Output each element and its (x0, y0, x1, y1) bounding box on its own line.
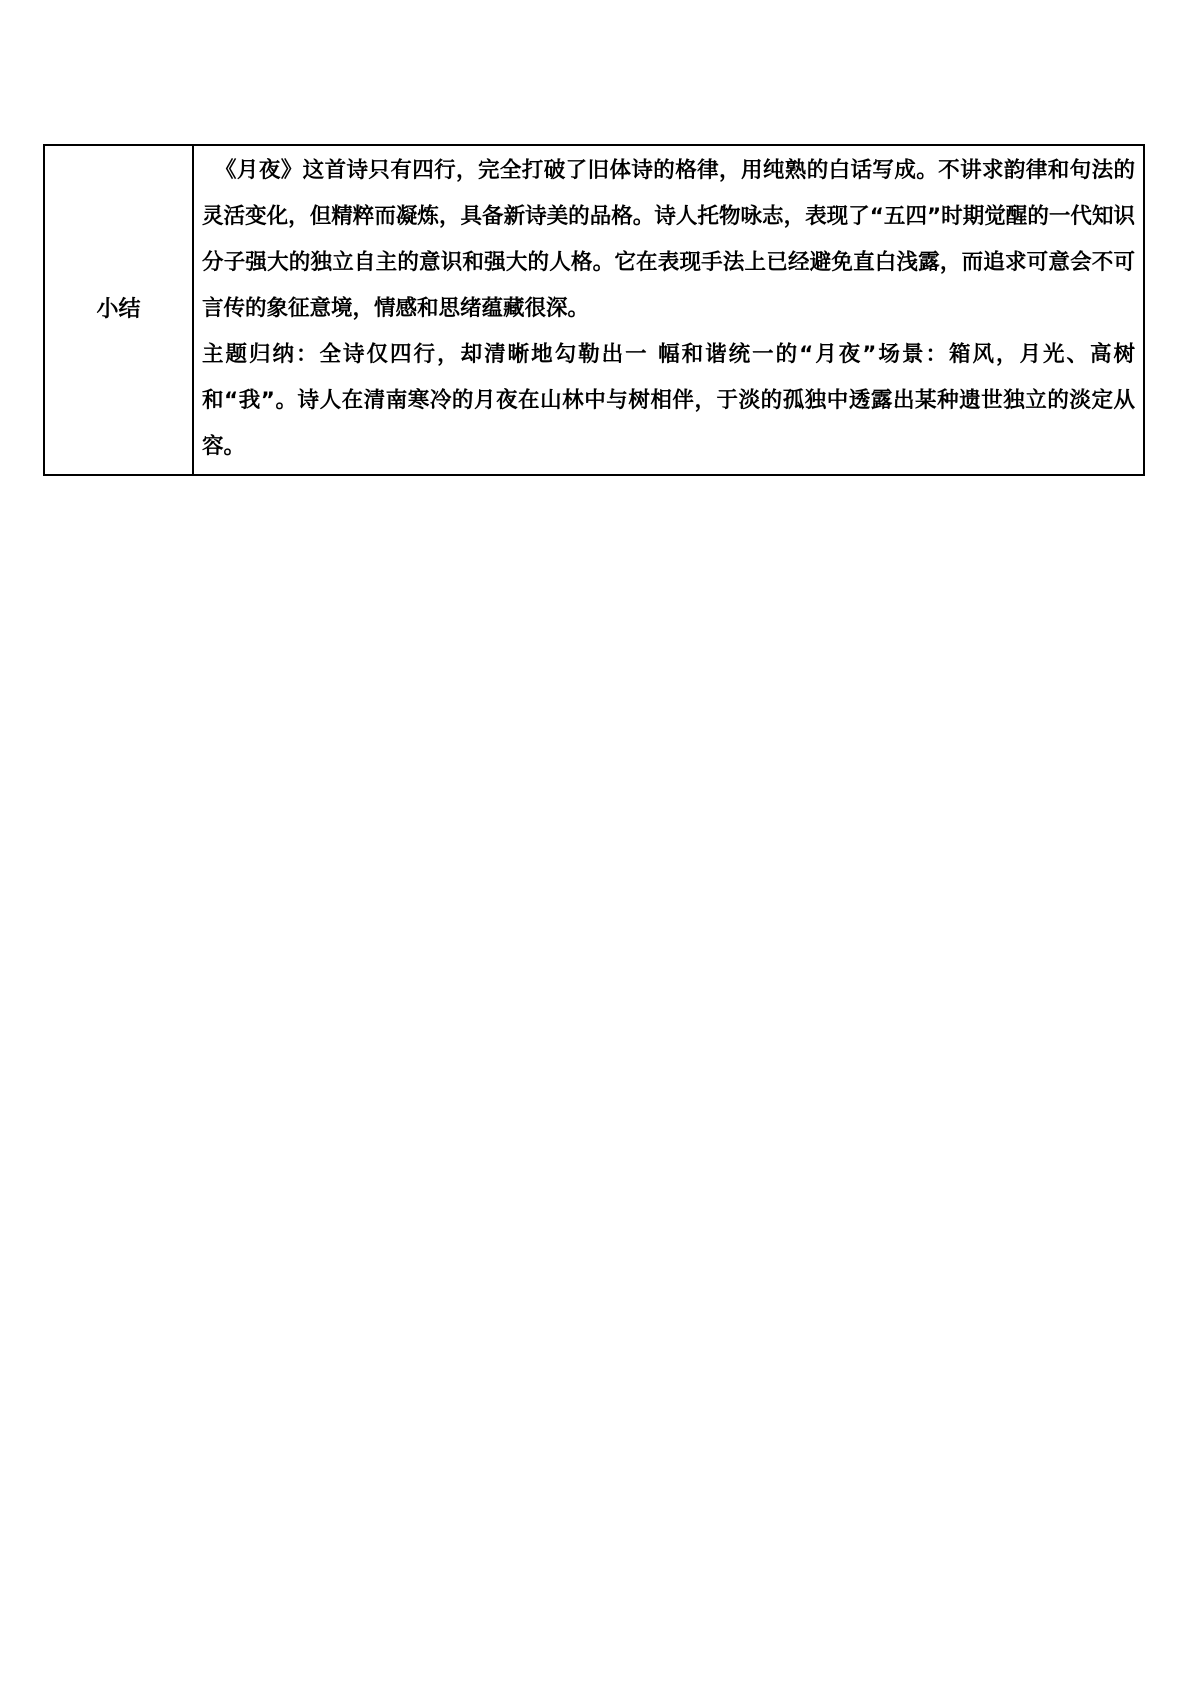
theme-paragraph: 主题归纳：全诗仅四行，却清晰地勾勒出一 幅和谐统一的“月夜”场景：箱风，月光、高树和“我”。诗人在清南寒冷的月夜在山林中与树相伴，于淡的孤独中透露出某种遗世独立的淡定从容。 (202, 342, 1135, 459)
summary-paragraph: 《月夜》这首诗只有四行，完全打破了旧体诗的格律，用纯熟的白话写成。不讲求韵律和句法的灵活变化，但精粹而凝炼，具备新诗美的品格。诗人托物咏志，表现了“五四”时期觉醒的一代知识分子强大的独立自主的意识和强大的人格。它在表现手法上已经避免直白浅露，而追求可意会不可言传的象征意境，情感和思绪蕴藏很深。 (202, 158, 1135, 321)
row-label: 小结 (44, 145, 193, 475)
summary-table (43, 144, 1145, 476)
row-content (193, 145, 1144, 475)
table-row (44, 145, 1144, 475)
